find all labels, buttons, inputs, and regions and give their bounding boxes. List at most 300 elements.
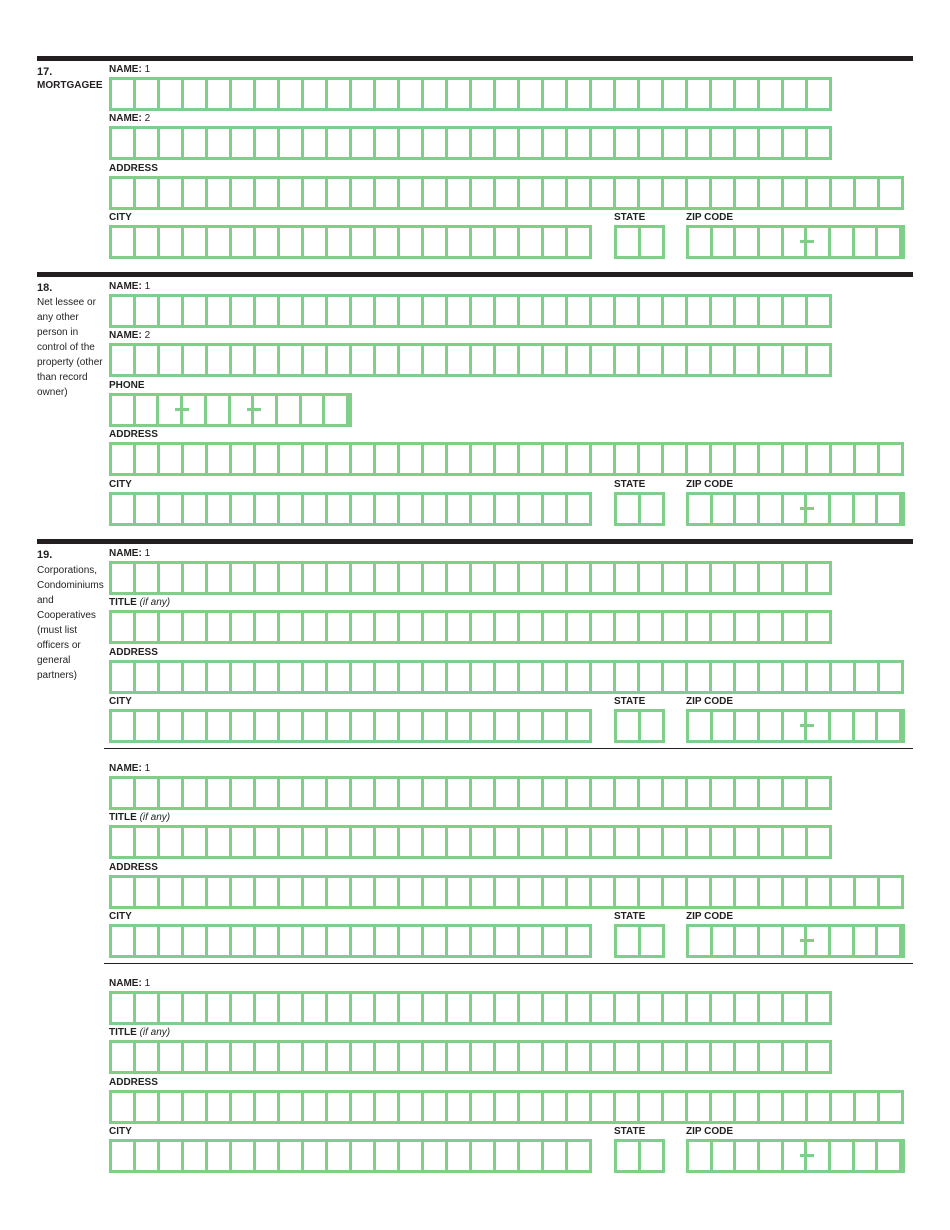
char-box[interactable] [448,564,472,592]
char-box[interactable] [616,129,640,157]
char-box[interactable] [304,129,328,157]
char-box[interactable] [184,663,208,691]
char-box[interactable] [256,80,280,108]
char-box[interactable] [568,1093,592,1121]
name1-input[interactable] [109,294,832,328]
char-box[interactable] [448,346,472,374]
char-box[interactable] [544,994,568,1022]
char-box[interactable] [496,828,520,856]
char-box[interactable] [689,228,713,256]
char-box[interactable] [160,179,184,207]
char-box[interactable] [256,1142,280,1170]
char-box[interactable] [640,613,664,641]
char-box[interactable] [376,1093,400,1121]
char-box[interactable] [472,564,496,592]
char-box[interactable] [688,994,712,1022]
char-box[interactable] [448,228,472,256]
char-box[interactable] [472,445,496,473]
char-box[interactable] [208,613,232,641]
char-box[interactable] [472,613,496,641]
char-box[interactable] [136,564,160,592]
char-box[interactable] [760,80,784,108]
char-box[interactable] [232,1093,256,1121]
char-box[interactable] [472,495,496,523]
char-box[interactable] [400,663,424,691]
char-box[interactable] [808,663,832,691]
char-box[interactable] [712,179,736,207]
char-box[interactable] [112,346,136,374]
char-box[interactable] [280,80,304,108]
char-box[interactable] [160,878,184,906]
char-box[interactable] [688,878,712,906]
char-box[interactable] [617,712,641,740]
char-box[interactable] [232,346,256,374]
char-box[interactable] [160,712,184,740]
char-box[interactable] [496,346,520,374]
char-box[interactable] [184,712,208,740]
char-box[interactable] [424,564,448,592]
char-box[interactable] [640,994,664,1022]
city-input[interactable] [109,924,592,958]
char-box[interactable] [304,994,328,1022]
char-box[interactable] [544,927,568,955]
char-box[interactable] [736,1093,760,1121]
char-box[interactable] [208,927,232,955]
address-input[interactable] [109,875,904,909]
char-box[interactable] [136,994,160,1022]
char-box[interactable] [328,994,352,1022]
char-box[interactable] [784,129,808,157]
char-box[interactable] [208,712,232,740]
char-box[interactable] [184,445,208,473]
char-box[interactable] [520,129,544,157]
char-box[interactable] [712,828,736,856]
char-box[interactable] [376,228,400,256]
char-box[interactable] [424,346,448,374]
char-box[interactable] [376,129,400,157]
char-box[interactable] [784,779,808,807]
char-box[interactable] [424,779,448,807]
char-box[interactable] [712,994,736,1022]
char-box[interactable] [376,564,400,592]
char-box[interactable] [184,346,208,374]
char-box[interactable] [160,129,184,157]
char-box[interactable] [760,564,784,592]
char-box[interactable] [184,1093,208,1121]
char-box[interactable] [880,179,901,207]
char-box[interactable] [160,1043,184,1071]
char-box[interactable] [232,994,256,1022]
char-box[interactable] [592,80,616,108]
char-box[interactable] [664,779,688,807]
char-box[interactable] [256,495,280,523]
char-box[interactable] [496,994,520,1022]
char-box[interactable] [136,179,160,207]
char-box[interactable] [760,663,784,691]
char-box[interactable] [256,927,280,955]
char-box[interactable] [856,179,880,207]
char-box[interactable] [760,779,784,807]
char-box[interactable] [544,1093,568,1121]
char-box[interactable] [640,828,664,856]
char-box[interactable] [448,80,472,108]
char-box[interactable] [256,297,280,325]
char-box[interactable] [280,712,304,740]
char-box[interactable] [688,129,712,157]
char-box[interactable] [736,878,760,906]
char-box[interactable] [184,129,208,157]
char-box[interactable] [400,297,424,325]
char-box[interactable] [496,779,520,807]
char-box[interactable] [184,1142,208,1170]
char-box[interactable] [832,1093,856,1121]
char-box[interactable] [472,228,496,256]
char-box[interactable] [352,495,376,523]
char-box[interactable] [616,564,640,592]
char-box[interactable] [400,228,424,256]
char-box[interactable] [808,80,829,108]
char-box[interactable] [664,878,688,906]
char-box[interactable] [400,346,424,374]
char-box[interactable] [832,445,856,473]
char-box[interactable] [184,927,208,955]
char-box[interactable] [472,1093,496,1121]
char-box[interactable] [855,495,879,523]
char-box[interactable] [760,228,784,256]
char-box[interactable] [112,297,136,325]
char-box[interactable] [112,129,136,157]
char-box[interactable] [784,828,808,856]
char-box[interactable] [544,613,568,641]
char-box[interactable] [376,1142,400,1170]
char-box[interactable] [400,495,424,523]
char-box[interactable] [855,1142,879,1170]
char-box[interactable] [256,346,280,374]
char-box[interactable] [592,346,616,374]
char-box[interactable] [112,663,136,691]
char-box[interactable] [641,1142,662,1170]
char-box[interactable] [496,179,520,207]
char-box[interactable] [616,613,640,641]
char-box[interactable] [544,129,568,157]
char-box[interactable] [136,445,160,473]
char-box[interactable] [136,878,160,906]
char-box[interactable] [592,828,616,856]
char-box[interactable] [352,828,376,856]
char-box[interactable] [664,564,688,592]
char-box[interactable] [831,495,855,523]
char-box[interactable] [736,445,760,473]
char-box[interactable] [328,927,352,955]
char-box[interactable] [448,994,472,1022]
char-box[interactable] [640,564,664,592]
char-box[interactable] [592,1043,616,1071]
char-box[interactable] [112,828,136,856]
char-box[interactable] [664,1093,688,1121]
char-box[interactable] [520,564,544,592]
char-box[interactable] [784,445,808,473]
char-box[interactable] [784,1093,808,1121]
char-box[interactable] [232,1043,256,1071]
char-box[interactable] [689,712,713,740]
char-box[interactable] [472,1142,496,1170]
char-box[interactable] [280,779,304,807]
char-box[interactable] [184,878,208,906]
char-box[interactable] [760,613,784,641]
char-box[interactable] [568,663,592,691]
char-box[interactable] [641,228,662,256]
zip-input[interactable] [686,924,905,958]
char-box[interactable] [352,1093,376,1121]
char-box[interactable] [328,613,352,641]
char-box[interactable] [520,994,544,1022]
char-box[interactable] [688,663,712,691]
title-input[interactable] [109,610,832,644]
char-box[interactable] [496,613,520,641]
char-box[interactable] [736,712,760,740]
char-box[interactable] [208,779,232,807]
char-box[interactable] [688,564,712,592]
char-box[interactable] [400,129,424,157]
char-box[interactable] [808,346,829,374]
char-box[interactable] [520,927,544,955]
char-box[interactable] [352,346,376,374]
char-box[interactable] [280,495,304,523]
char-box[interactable] [280,994,304,1022]
char-box[interactable] [520,1093,544,1121]
char-box[interactable] [424,613,448,641]
char-box[interactable] [568,779,592,807]
char-box[interactable] [664,179,688,207]
char-box[interactable] [136,346,160,374]
char-box[interactable] [664,80,688,108]
char-box[interactable] [568,129,592,157]
char-box[interactable] [856,445,880,473]
char-box[interactable] [376,495,400,523]
char-box[interactable] [472,878,496,906]
char-box[interactable] [544,1142,568,1170]
char-box[interactable] [688,346,712,374]
char-box[interactable] [112,445,136,473]
char-box[interactable] [256,663,280,691]
char-box[interactable] [664,994,688,1022]
char-box[interactable] [640,445,664,473]
char-box[interactable] [448,297,472,325]
char-box[interactable] [208,878,232,906]
char-box[interactable] [112,495,136,523]
char-box[interactable] [208,228,232,256]
char-box[interactable] [208,346,232,374]
char-box[interactable] [760,179,784,207]
char-box[interactable] [328,346,352,374]
char-box[interactable] [304,663,328,691]
char-box[interactable] [664,613,688,641]
char-box[interactable] [592,878,616,906]
char-box[interactable] [160,445,184,473]
char-box[interactable] [736,495,760,523]
zip-input[interactable] [686,225,905,259]
char-box[interactable] [736,927,760,955]
char-box[interactable] [688,179,712,207]
char-box[interactable] [808,613,829,641]
char-box[interactable] [616,828,640,856]
char-box[interactable] [688,445,712,473]
char-box[interactable] [400,179,424,207]
char-box[interactable] [304,828,328,856]
char-box[interactable] [280,927,304,955]
char-box[interactable] [400,994,424,1022]
name2-input[interactable] [109,343,832,377]
char-box[interactable] [424,445,448,473]
char-box[interactable] [136,712,160,740]
char-box[interactable] [784,613,808,641]
char-box[interactable] [352,779,376,807]
char-box[interactable] [328,80,352,108]
char-box[interactable] [544,297,568,325]
char-box[interactable] [472,129,496,157]
char-box[interactable] [664,828,688,856]
char-box[interactable] [136,228,160,256]
char-box[interactable] [376,663,400,691]
char-box[interactable] [280,613,304,641]
char-box[interactable] [400,613,424,641]
char-box[interactable] [280,663,304,691]
char-box[interactable] [208,663,232,691]
char-box[interactable] [352,80,376,108]
char-box[interactable] [112,994,136,1022]
char-box[interactable] [808,564,829,592]
char-box[interactable] [784,878,808,906]
char-box[interactable] [352,663,376,691]
char-box[interactable] [400,564,424,592]
char-box[interactable] [831,712,855,740]
name1-input[interactable] [109,77,832,111]
char-box[interactable] [232,663,256,691]
char-box[interactable] [520,445,544,473]
char-box[interactable] [208,179,232,207]
address-input[interactable] [109,660,904,694]
char-box[interactable] [448,878,472,906]
char-box[interactable] [760,994,784,1022]
char-box[interactable] [568,613,592,641]
char-box[interactable] [568,927,589,955]
char-box[interactable] [688,1043,712,1071]
char-box[interactable] [831,228,855,256]
char-box[interactable] [328,1093,352,1121]
char-box[interactable] [808,129,829,157]
char-box[interactable] [712,663,736,691]
char-box[interactable] [568,1142,589,1170]
char-box[interactable] [472,712,496,740]
char-box[interactable] [280,445,304,473]
char-box[interactable] [256,129,280,157]
char-box[interactable] [160,1142,184,1170]
char-box[interactable] [208,1142,232,1170]
char-box[interactable] [712,613,736,641]
char-box[interactable] [520,779,544,807]
title-input[interactable] [109,1040,832,1074]
char-box[interactable] [688,1093,712,1121]
char-box[interactable] [496,80,520,108]
char-box[interactable] [448,779,472,807]
char-box[interactable] [304,495,328,523]
char-box[interactable] [592,1093,616,1121]
char-box[interactable] [640,878,664,906]
char-box[interactable] [641,712,662,740]
char-box[interactable] [136,1043,160,1071]
char-box[interactable] [328,1142,352,1170]
char-box[interactable] [184,828,208,856]
char-box[interactable] [112,1142,136,1170]
char-box[interactable] [592,613,616,641]
char-box[interactable] [713,495,737,523]
char-box[interactable] [520,1043,544,1071]
char-box[interactable] [760,878,784,906]
char-box[interactable] [760,927,784,955]
char-box[interactable] [328,779,352,807]
char-box[interactable] [136,396,160,424]
char-box[interactable] [713,927,737,955]
char-box[interactable] [640,1093,664,1121]
char-box[interactable] [856,1093,880,1121]
char-box[interactable] [280,1043,304,1071]
char-box[interactable] [640,346,664,374]
char-box[interactable] [232,228,256,256]
char-box[interactable] [304,445,328,473]
char-box[interactable] [352,927,376,955]
char-box[interactable] [136,1093,160,1121]
char-box[interactable] [448,663,472,691]
char-box[interactable] [496,1043,520,1071]
char-box[interactable] [568,179,592,207]
char-box[interactable] [352,445,376,473]
char-box[interactable] [160,228,184,256]
char-box[interactable] [568,495,589,523]
char-box[interactable] [520,712,544,740]
char-box[interactable] [520,228,544,256]
char-box[interactable] [424,297,448,325]
char-box[interactable] [232,712,256,740]
char-box[interactable] [689,495,713,523]
char-box[interactable] [568,1043,592,1071]
state-input[interactable] [614,709,665,743]
char-box[interactable] [496,927,520,955]
char-box[interactable] [688,80,712,108]
city-input[interactable] [109,225,592,259]
char-box[interactable] [688,613,712,641]
char-box[interactable] [616,445,640,473]
char-box[interactable] [376,445,400,473]
title-input[interactable] [109,825,832,859]
char-box[interactable] [760,712,784,740]
char-box[interactable] [544,346,568,374]
char-box[interactable] [592,663,616,691]
char-box[interactable] [232,129,256,157]
char-box[interactable] [232,779,256,807]
char-box[interactable] [760,1093,784,1121]
officer-name-input[interactable] [109,776,832,810]
char-box[interactable] [328,663,352,691]
char-box[interactable] [878,1142,902,1170]
char-box[interactable] [736,179,760,207]
char-box[interactable] [136,297,160,325]
char-box[interactable] [592,994,616,1022]
char-box[interactable] [616,1093,640,1121]
char-box[interactable] [352,1043,376,1071]
char-box[interactable] [160,663,184,691]
char-box[interactable] [617,927,641,955]
char-box[interactable] [592,129,616,157]
